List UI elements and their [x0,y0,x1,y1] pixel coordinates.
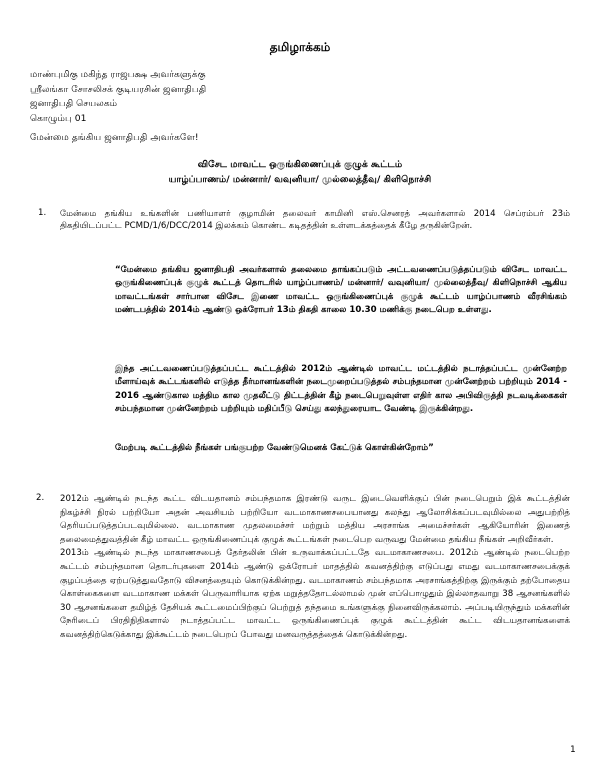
paragraph-number: 1. [38,208,47,218]
address-line: ஸ்ரீலங்கா சோசலிசக் குடியரசின் ஜனாதிபதி [30,83,207,95]
page-number: 1 [570,745,576,755]
subject [0,158,600,187]
paragraph-1: மேன்மை தங்கிய உங்களின் பணியாளர் குழாமின் தலைவர் காமினி எஸ்.செனரத் அவர்களால் 2014 செப்ரம்பர் 23ம் திகதியிடப்பட்ட PCMD/1/6/DCC/2014 இலக்கம் கொண்ட கடிதத்தின் உள்ளடக்கத்தைக் கீழே தருகின்றேன். [60,209,570,232]
salutation: மேன்மை தங்கிய ஜனாதிபதி அவர்களே! [30,132,199,143]
address-line: மாண்புமிகு மகிந்த ராஜபக்ஷ அவர்களுக்கு [30,69,206,80]
recipient-address [30,68,206,126]
page-title: தமிழாக்கம் [269,40,331,54]
address-line: ஜனாதிபதி செயலகம் [30,98,118,110]
address-line: கொழும்பு 01 [30,112,87,124]
quoted-paragraph: “மேன்மை தங்கிய ஜனாதிபதி அவர்களால் தலைமை தாங்கப்படும் அட்டவணைப்படுத்தப்படும் விசேட மாவட்ட ஒருங்கிணைப்புக் குழுக் கூட்டத் தொடரில் யாழ்ப்பாணம்/ மன்னார்/ வவுனியா/ முல்லைத்தீவு/ கிளிநொச்சி ஆகிய மாவட்டங்கள் சார்பான விசேட இணை மாவட்ட ஒருங்கிணைப்புக் குழுக் கூட்டம் யாழ்ப்பாணம் வீரசிங்கம் மண்டபத்தில் 2014ம் ஆண்டு ஒக்ரோபர் 13ம் திகதி காலை 10.30 மணிக்கு நடைபெற உள்ளது. [115,265,567,316]
subject-line: விசேட மாவட்ட ஒருங்கிணைப்புக் குழுக் கூட்டம் [197,159,403,170]
paragraph-number: 2. [36,493,45,503]
paragraph-2-part: 2013ம் ஆண்டில் நடந்த மாகாணசபைத் தேர்தலின் பின் உருவாக்கப்பட்டதே வடமாகாணசபை. 2012ம் ஆண்டில் நடைபெற்ற கூட்டம் சம்பந்தமான தொடர்புகளை 2014ம் ஆண்டு ஒக்ரோபர் மாதத்தில் கவனத்திற்கு எடுப்பது எமது வடமாகாணசபைக்குக் குழப்பத்தை ஏற்படுத்துவதோடு விசனத்தையும் கொடுக்கின்றது. வடமாகாணம் சம்பந்தமாக அரசாங்கத்திற்கு இருக்கும் தற்போதைய கொள்கைகளை வடமாகாண மக்கள் பெருவாரியாக ஏற்க மறுத்ததோடல்லாமல் முன் எப்பொழுதும் இல்லாதவாறு 38 ஆசனங்களில் 30 ஆசனங்களை தமிழ்த் தேசியக் கூட்டமைப்பிற்குப் பெற்றுத் தந்தமை உங்களுக்கு நினைவிருக்கலாம். அப்படியிருந்தும் மக்களின் நேரிடைப் பிரதிநிதிகளால் நடாத்தப்பட்ட மாவட்ட ஒருங்கிணைப்புக் குழுக் கூட்டத்தின் கூட்ட விடயதானங்களைக் கவனத்திற்கெடுக்காது இக்கூட்டம் நடைபெறப் போவது மனவருத்தத்தைக் கொடுக்கின்றது. [60,548,570,640]
quoted-paragraph: இந்த அட்டவணைப்படுத்தப்பட்ட கூட்டத்தில் 2012ம் ஆண்டில் மாவட்ட மட்டத்தில் நடாத்தப்பட்ட முன்னேற்ற மீளாய்வுக் கூட்டங்களில் எடுத்த தீர்மானங்களின் நடைமுறைப்படுத்தல் சம்பந்தமான முன்னேற்றம் பற்றியும் 2014 - 2016 ஆண்டுகால மத்திம கால முதலீட்டு திட்டத்தின் கீழ் நடைபெறுவுள்ள எதிர் கால அபிவிருத்தி நடவடிக்கைகள் சம்பந்தமான முன்னேற்றம் பற்றியும் மதிப்பீடு செய்து கலந்துரையாட வேண்டி இருக்கின்றது. [115,364,567,415]
subject-line: யாழ்ப்பாணம்/ மன்னார்/ வவுனியா/ முல்லைத்தீவு/ கிளிநொச்சி [168,173,432,185]
quoted-paragraph: மேற்படி கூட்டத்தில் நீங்கள் பங்குபற்ற வேண்டுமெனக் கேட்டுக் கொள்கின்றோம்” [115,443,434,453]
paragraph-2 [60,493,570,643]
paragraph-2-part: 2012ம் ஆண்டில் நடந்த கூட்ட விடயதானம் சம்பந்தமாக இரண்டு வருட இடைவெளிக்குப் பின் நடைபெறும் இக் கூட்டத்தின் நிகழ்ச்சி நிரல் பற்றியோ அதன் அவசியம் பற்றியோ வடமாகாணசபையானது கலந்து ஆலோசிக்கப்படவுமில்லை அதுபற்றித் தெரியப்படுத்தப்படவுமில்லை. வடமாகாண முதலமைச்சர் மற்றும் மத்திய அரசாங்க அமைச்சர்கள் ஆகியோரின் இணைத் தலைமைத்துவத்தின் கீழ் மாவட்ட ஒருங்கிணைப்புக் குழுக் கூட்டங்கள் நடைபெற வருவது மேன்மை தங்கிய நீங்கள் அறிவீர்கள். [60,494,570,545]
